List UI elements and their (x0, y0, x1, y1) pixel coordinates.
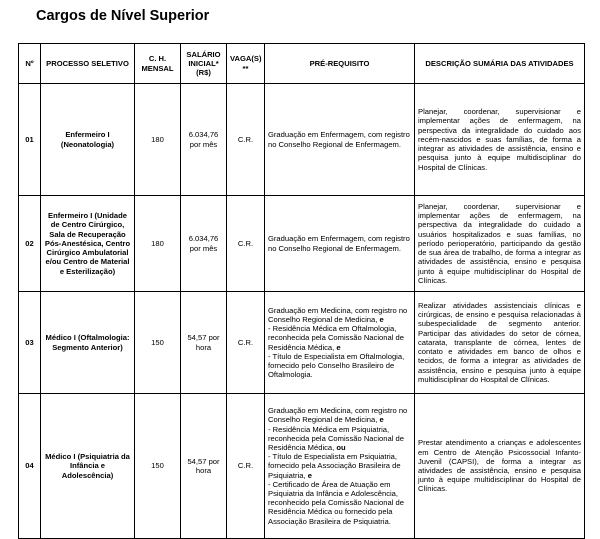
row-process: Médico I (Psiquiatria da Infância e Adolescência) (41, 394, 135, 539)
row-num: 02 (19, 196, 41, 292)
row-process: Enfermeiro I (Neonatologia) (41, 84, 135, 196)
page-title: Cargos de Nível Superior (36, 8, 210, 24)
row-salary: 54,57 por hora (181, 394, 227, 539)
row-vagas: C.R. (227, 394, 265, 539)
row-ch: 150 (135, 394, 181, 539)
row-vagas: C.R. (227, 84, 265, 196)
row-desc: Realizar atividades assistenciais clínicas e cirúrgicas, de ensino e pesquisa relacionadas à subespecialidade de segmento anterior. Participar das atividades do setor de córnea, catarata, transplante de córnea, lentes de contato e atividades em banco de olhos e tecidos, de forma a integrar as atividades de assistência, ensino e pesquisa junto à equipe multidisciplinar do Hospital de Clínicas. (415, 292, 585, 394)
row-prereq (265, 292, 415, 394)
header-vagas: VAGA(S) ** (227, 44, 265, 84)
row-vagas: C.R. (227, 292, 265, 394)
row-num: 03 (19, 292, 41, 394)
prereq-line: Graduação em Medicina, com registro no Conselho Regional de Medicina, e (268, 305, 408, 324)
prereq-line: - Título de Especialista em Oftalmologia, fornecido pelo Conselho Brasileiro de Oftalmologia. (268, 351, 405, 380)
prereq-joiner: e (307, 470, 312, 480)
header-salary: SALÁRIO INICIAL* (R$) (181, 44, 227, 84)
header-num: Nº (19, 44, 41, 84)
row-process: Médico I (Oftalmologia: Segmento Anterior) (41, 292, 135, 394)
prereq-line: - Residência Médica em Psiquiatria, reconhecida pela Comissão Nacional de Residência Médica, ou (268, 424, 404, 452)
table-row (19, 84, 585, 196)
row-desc: Planejar, coordenar, supervisionar e implementar ações de enfermagem, na perspectiva da integralidade do cuidado a usuários hospitalizados e suas famílias, no período perioperatório, participando da gestão de sua área de trabalho, de forma a integrar as atividades de assistência, ensino e pesquisa junto à equipe multidisciplinar do Hospital de Clínicas. (415, 196, 585, 292)
header-process: PROCESSO SELETIVO (41, 44, 135, 84)
prereq-line: - Residência Médica em Oftalmologia, reconhecida pela Comissão Nacional de Residência Médica, e (268, 324, 404, 352)
row-ch: 180 (135, 196, 181, 292)
prereq-line: Graduação em Enfermagem, com registro no Conselho Regional de Enfermagem. (268, 130, 410, 149)
row-prereq (265, 394, 415, 539)
row-vagas: C.R. (227, 196, 265, 292)
prereq-line: - Certificado de Área de Atuação em Psiquiatria da Infância e Adolescência, reconhecido pela Comissão Nacional de Residência Médica ou fornecido pela Associação Brasileira de Psiquiatria. (268, 479, 404, 526)
table-row (19, 196, 585, 292)
table-row (19, 394, 585, 539)
row-ch: 150 (135, 292, 181, 394)
header-desc: DESCRIÇÃO SUMÁRIA DAS ATIVIDADES (415, 44, 585, 84)
row-process: Enfermeiro I (Unidade de Centro Cirúrgico, Sala de Recuperação Pós-Anestésica, Centro Cirúrgico Ambulatorial e/ou Centro de Material e Esterilização) (41, 196, 135, 292)
row-salary: 54,57 por hora (181, 292, 227, 394)
row-salary: 6.034,76 por mês (181, 84, 227, 196)
row-num: 04 (19, 394, 41, 539)
header-ch: C. H. MENSAL (135, 44, 181, 84)
row-prereq (265, 84, 415, 196)
prereq-joiner: e (379, 314, 384, 324)
row-desc: Planejar, coordenar, supervisionar e implementar ações de enfermagem, na perspectiva da integralidade do cuidado aos recém-nascidos e suas famílias, de forma a integrar as atividades de assistência, ensino e pesquisa junto à equipe multidisciplinar do Hospital de Clínicas. (415, 84, 585, 196)
table-header-row (19, 44, 585, 84)
prereq-line: Graduação em Medicina, com registro no Conselho Regional de Medicina, e (268, 406, 408, 425)
row-ch: 180 (135, 84, 181, 196)
prereq-joiner: ou (336, 442, 346, 452)
header-prereq: PRÉ-REQUISITO (265, 44, 415, 84)
job-positions-table (18, 43, 585, 539)
table-row (19, 292, 585, 394)
prereq-joiner: e (336, 342, 341, 352)
row-prereq (265, 196, 415, 292)
row-salary: 6.034,76 por mês (181, 196, 227, 292)
prereq-joiner: e (379, 415, 384, 425)
row-desc: Prestar atendimento a crianças e adolescentes em Centro de Atenção Psicossocial Infanto-Juvenil (CAPSI), de forma a integrar as atividades de assistência, ensino e pesquisa junto à equipe multidisciplinar do Hospital de Clínicas. (415, 394, 585, 539)
prereq-line: Graduação em Enfermagem, com registro no Conselho Regional de Enfermagem. (268, 234, 410, 253)
row-num: 01 (19, 84, 41, 196)
prereq-line: - Título de Especialista em Psiquiatria, fornecido pela Associação Brasileira de Psiquiatria, e (268, 452, 401, 480)
